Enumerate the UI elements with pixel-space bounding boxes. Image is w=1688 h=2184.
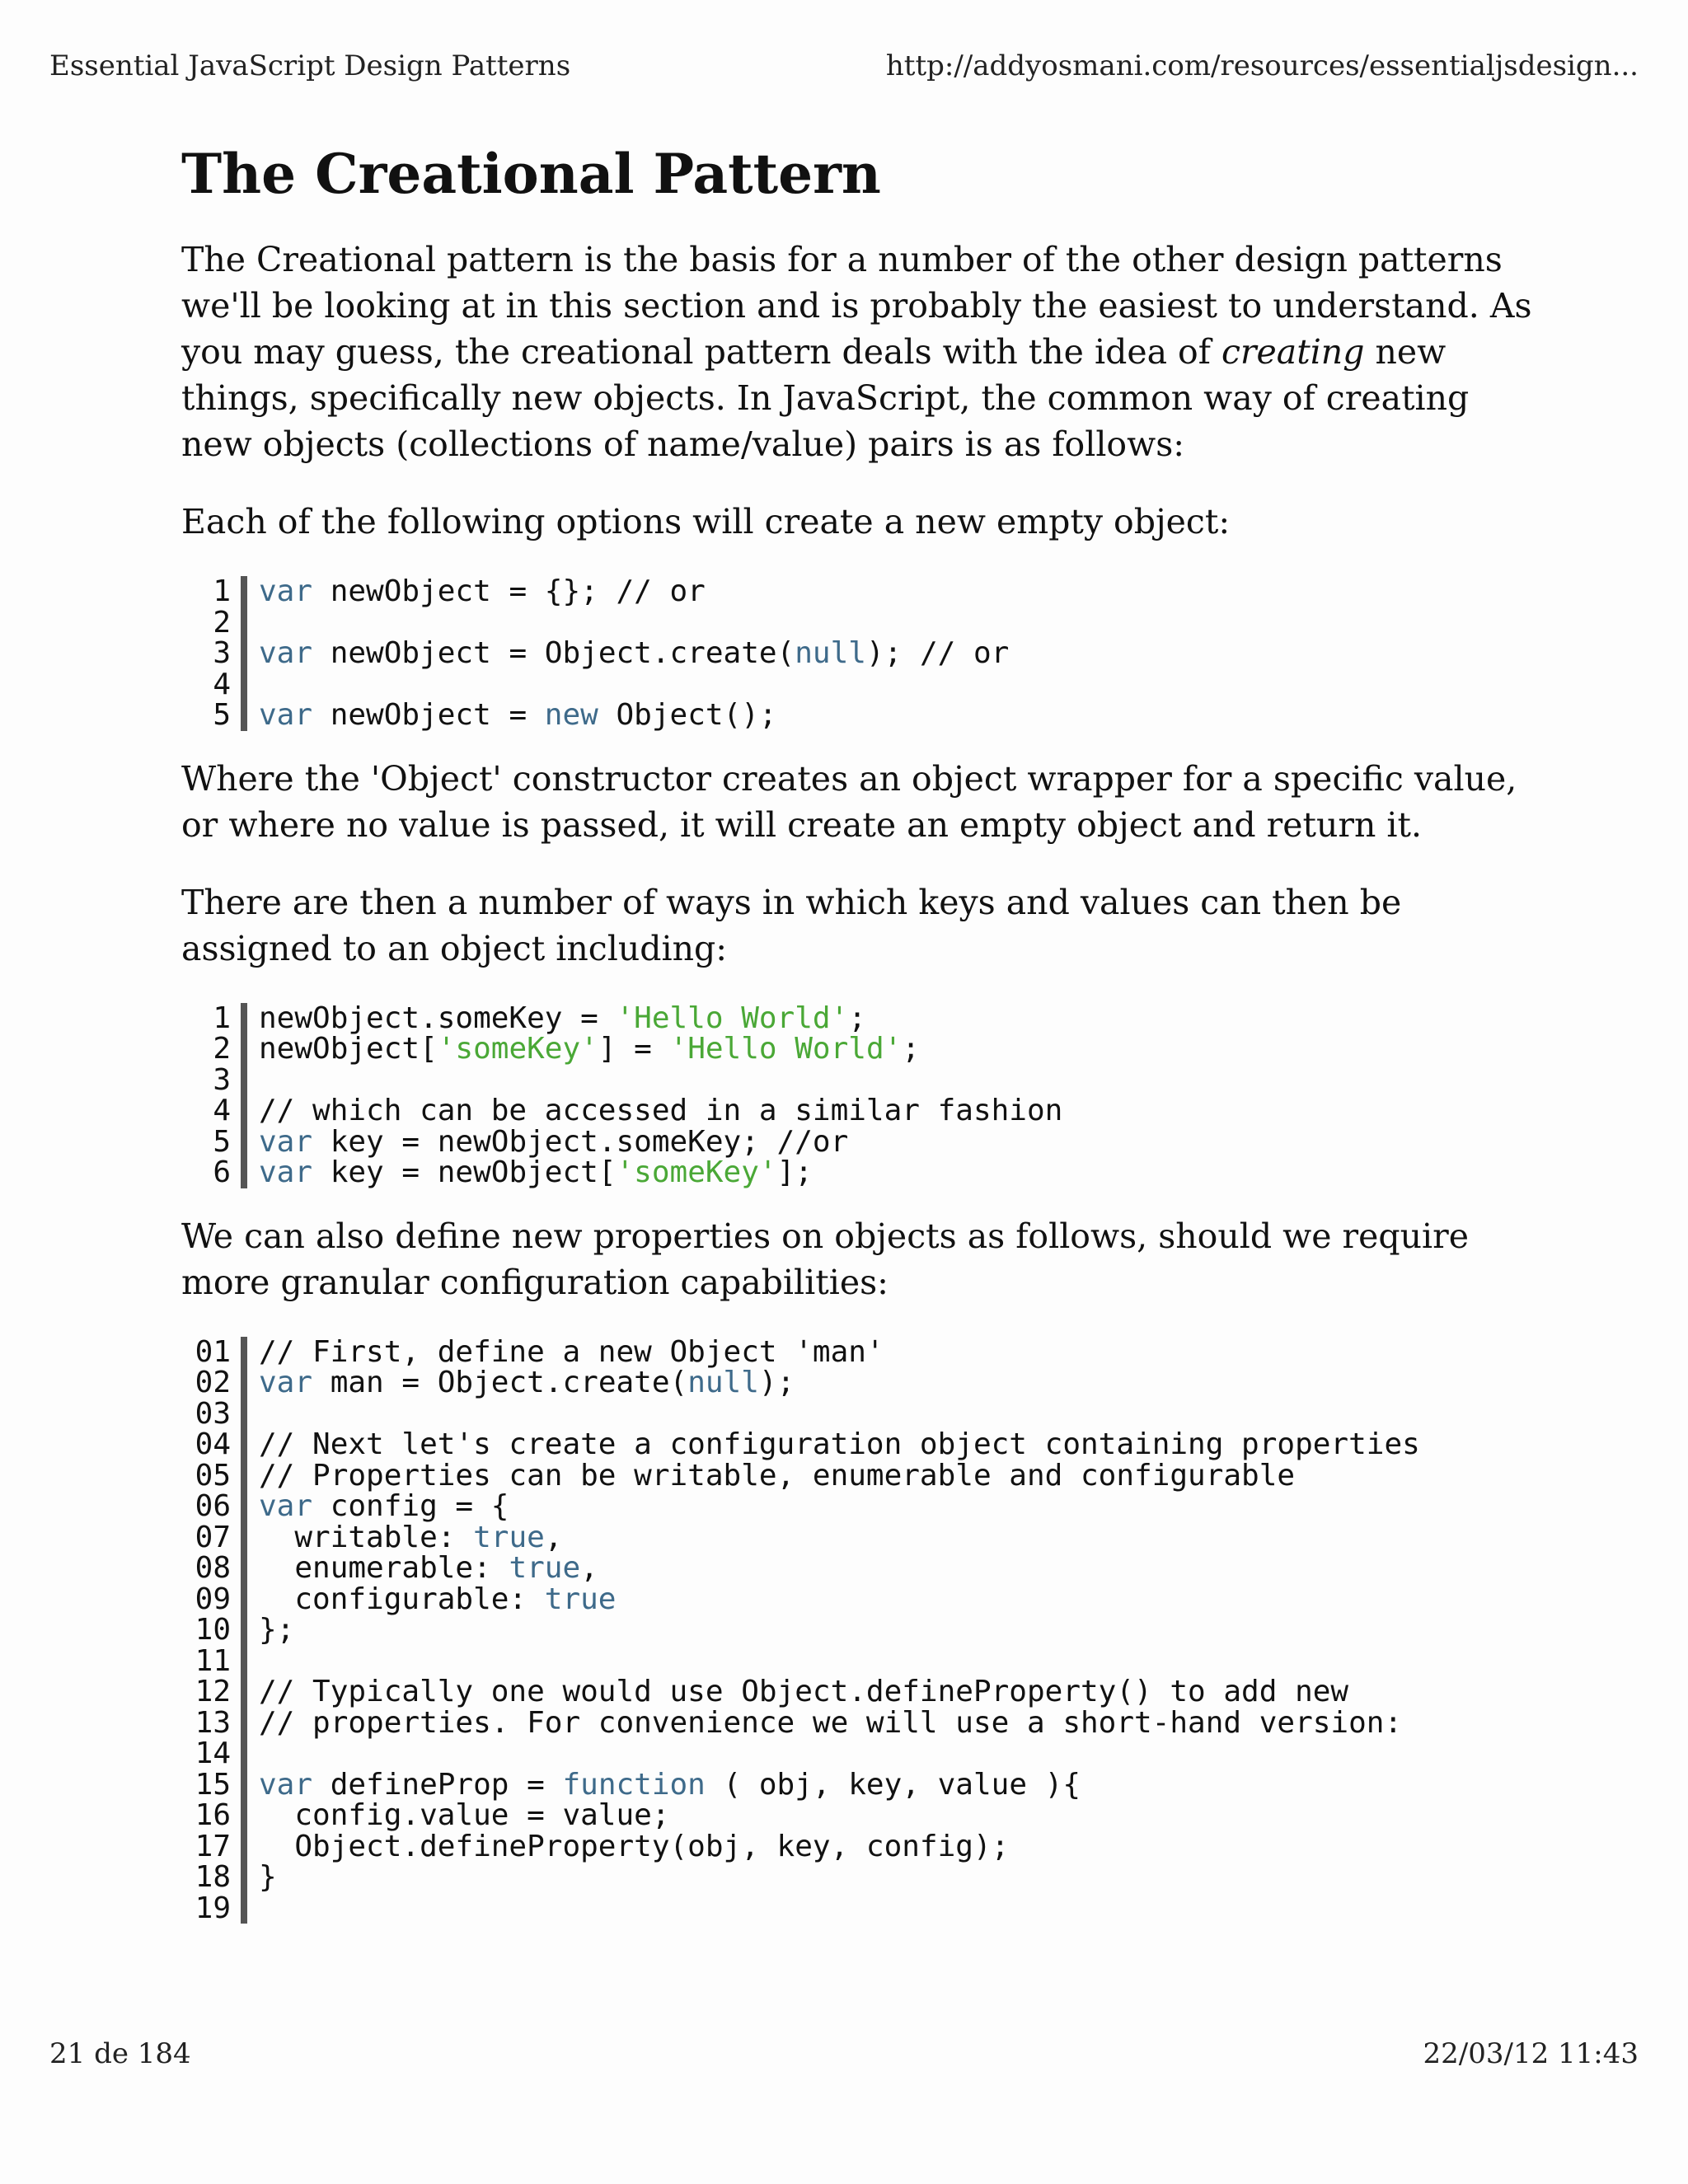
code-line xyxy=(181,1522,1533,1554)
gutter-bar xyxy=(241,1584,247,1615)
code-token: config.value = value; xyxy=(259,1798,670,1833)
code-text xyxy=(247,1065,277,1096)
line-number: 10 xyxy=(195,1613,231,1647)
article-content xyxy=(181,132,1533,1948)
code-line xyxy=(181,1831,1533,1863)
code-text xyxy=(247,1334,884,1369)
code-keyword: var xyxy=(259,1124,313,1159)
gutter-bar xyxy=(241,1460,247,1492)
gutter-bar xyxy=(241,1615,247,1646)
code-text xyxy=(247,1491,509,1522)
gutter-bar xyxy=(241,576,247,607)
code-line xyxy=(181,638,1533,669)
code-token: newObject = {}; // or xyxy=(312,574,706,609)
code-line xyxy=(181,1738,1533,1769)
gutter-bar xyxy=(241,1337,247,1368)
code-token: Object.defineProperty(obj, key, config); xyxy=(259,1829,1010,1863)
code-token: newObject[ xyxy=(259,1032,438,1066)
line-number: 4 xyxy=(213,667,231,701)
code-token: } xyxy=(259,1860,277,1895)
code-line xyxy=(181,1584,1533,1615)
gutter-bar xyxy=(241,1646,247,1677)
code-text xyxy=(247,576,706,607)
gutter-bar xyxy=(241,1033,247,1065)
code-text xyxy=(247,1646,277,1677)
code-text xyxy=(247,1584,616,1615)
line-number: 05 xyxy=(195,1458,231,1493)
gutter-bar xyxy=(241,1553,247,1584)
code-string: 'Hello World' xyxy=(669,1032,903,1066)
code-keyword: var xyxy=(259,636,313,671)
gutter-bar xyxy=(241,607,247,639)
code-keyword: true xyxy=(509,1551,581,1586)
code-text xyxy=(247,1157,813,1188)
print-footer-page: 21 de 184 xyxy=(49,2037,191,2070)
code-keyword: new xyxy=(544,698,598,733)
code-line xyxy=(181,700,1533,731)
code-keyword: var xyxy=(259,1489,313,1524)
gutter-bar xyxy=(241,1429,247,1460)
code-token: newObject = Object.create( xyxy=(312,636,795,671)
line-number: 2 xyxy=(213,1032,231,1066)
code-line xyxy=(181,1460,1533,1492)
code-keyword: true xyxy=(544,1582,617,1616)
code-block-create-object xyxy=(181,576,1533,731)
code-keyword: true xyxy=(473,1520,545,1554)
code-token: ); xyxy=(758,1366,795,1400)
code-text xyxy=(247,1095,1062,1127)
intro-text-b: new things, specifically new objects. In JavaScript, the common way of creating new objects (collections of name/value) pairs is as follows: xyxy=(181,332,1470,465)
line-number: 16 xyxy=(195,1798,231,1833)
code-text xyxy=(247,1522,562,1554)
paragraph-where: Where the 'Object' constructor creates an object wrapper for a specific value, or where no value is passed, it will create an empty object and return it. xyxy=(181,758,1517,845)
code-line xyxy=(181,1124,1533,1159)
code-text xyxy=(247,1553,598,1584)
code-token: enumerable: xyxy=(259,1551,509,1586)
gutter-bar xyxy=(241,1003,247,1034)
code-token: ; xyxy=(848,1001,866,1035)
code-string: 'Hello World' xyxy=(616,1001,849,1035)
gutter-bar xyxy=(241,1862,247,1893)
code-keyword: var xyxy=(259,698,313,733)
code-token: // Next let's create a configuration object containing properties xyxy=(259,1427,1420,1462)
code-token: ; xyxy=(902,1032,920,1066)
code-line xyxy=(181,1800,1533,1831)
code-token: }; xyxy=(259,1613,295,1647)
code-line xyxy=(181,1705,1533,1740)
line-number: 12 xyxy=(195,1675,231,1709)
line-number: 18 xyxy=(195,1860,231,1895)
line-number: 15 xyxy=(195,1767,231,1802)
code-text xyxy=(247,607,277,639)
line-number: 6 xyxy=(213,1155,231,1190)
code-line xyxy=(181,1334,1533,1369)
code-text xyxy=(247,700,777,731)
paragraph-there: There are then a number of ways in which keys and values can then be assigned to an object including: xyxy=(181,882,1402,968)
line-number: 4 xyxy=(213,1094,231,1128)
line-number: 07 xyxy=(195,1520,231,1554)
line-number: 03 xyxy=(195,1396,231,1431)
gutter-bar xyxy=(241,1831,247,1863)
intro-paragraph xyxy=(181,237,1533,467)
line-number: 5 xyxy=(213,1124,231,1159)
code-text xyxy=(247,1367,795,1399)
gutter-bar xyxy=(241,700,247,731)
code-text xyxy=(247,669,277,701)
code-line xyxy=(181,576,1533,607)
code-token: newObject.someKey = xyxy=(259,1001,617,1035)
code-text xyxy=(247,1429,1420,1460)
line-number: 13 xyxy=(195,1705,231,1740)
code-line xyxy=(181,1033,1533,1065)
gutter-bar xyxy=(241,1708,247,1739)
gutter-bar xyxy=(241,1738,247,1769)
line-number: 3 xyxy=(213,636,231,671)
line-number: 14 xyxy=(195,1736,231,1771)
code-text xyxy=(247,1862,277,1893)
intro-text-a: The Creational pattern is the basis for a number of the other design patterns we'll be looking at in this section and is probably the easiest to understand. As you may guess, the creational pattern deals with the idea of xyxy=(181,240,1532,373)
code-line xyxy=(181,1396,1533,1431)
code-line xyxy=(181,1003,1533,1034)
code-token: configurable: xyxy=(259,1582,545,1616)
code-line xyxy=(181,1676,1533,1708)
gutter-bar xyxy=(241,1127,247,1158)
code-text xyxy=(247,638,1009,669)
code-line xyxy=(181,1367,1533,1399)
line-number: 5 xyxy=(213,698,231,733)
code-token: man = Object.create( xyxy=(312,1366,688,1400)
line-number: 17 xyxy=(195,1829,231,1863)
code-token: // First, define a new Object 'man' xyxy=(259,1334,884,1369)
code-token: ]; xyxy=(776,1155,813,1190)
line-number: 19 xyxy=(195,1891,231,1925)
code-token: newObject = xyxy=(312,698,545,733)
line-number: 06 xyxy=(195,1489,231,1524)
code-text xyxy=(247,1003,866,1034)
intro-emphasis: creating xyxy=(1221,332,1365,373)
print-header-url[interactable]: http://addyosmani.com/resources/essentialjsdesign... xyxy=(885,49,1639,82)
paragraph-each: Each of the following options will create a new empty object: xyxy=(181,502,1231,542)
gutter-bar xyxy=(241,669,247,701)
code-text xyxy=(247,1738,277,1769)
gutter-bar xyxy=(241,1769,247,1801)
gutter-bar xyxy=(241,1065,247,1096)
code-text xyxy=(247,1460,1295,1492)
code-text xyxy=(247,1399,277,1430)
line-number: 2 xyxy=(213,605,231,640)
code-text xyxy=(247,1615,294,1646)
gutter-bar xyxy=(241,1800,247,1831)
print-header-title: Essential JavaScript Design Patterns xyxy=(49,49,571,82)
gutter-bar xyxy=(241,638,247,669)
gutter-bar xyxy=(241,1676,247,1708)
code-string: 'someKey' xyxy=(437,1032,598,1066)
code-line xyxy=(181,1157,1533,1188)
code-text xyxy=(247,1124,849,1159)
gutter-bar xyxy=(241,1399,247,1430)
line-number: 02 xyxy=(195,1366,231,1400)
code-line xyxy=(181,669,1533,701)
code-token: , xyxy=(544,1520,563,1554)
code-token: // Typically one would use Object.defineProperty() to add new xyxy=(259,1675,1349,1709)
code-token: ); // or xyxy=(865,636,1010,671)
code-line xyxy=(181,1062,1533,1097)
line-number: 08 xyxy=(195,1551,231,1586)
code-token: Object(); xyxy=(598,698,777,733)
code-token: // properties. For convenience we will use a short-hand version: xyxy=(259,1705,1403,1740)
code-keyword: var xyxy=(259,1767,313,1802)
line-number: 01 xyxy=(195,1334,231,1369)
code-block-assign-keys xyxy=(181,1003,1533,1188)
code-line xyxy=(181,607,1533,639)
code-text xyxy=(247,1800,670,1831)
code-token: key = newObject.someKey; //or xyxy=(312,1124,849,1159)
code-token: , xyxy=(580,1551,598,1586)
code-token: ] = xyxy=(598,1032,670,1066)
gutter-bar xyxy=(241,1893,247,1924)
line-number: 1 xyxy=(213,1001,231,1035)
code-keyword: function xyxy=(562,1767,706,1802)
gutter-bar xyxy=(241,1491,247,1522)
code-line xyxy=(181,1643,1533,1678)
code-line xyxy=(181,1491,1533,1522)
paragraph-define: We can also define new properties on objects as follows, should we require more granular configuration capabilities: xyxy=(181,1216,1470,1302)
gutter-bar xyxy=(241,1157,247,1188)
line-number: 11 xyxy=(195,1643,231,1678)
code-line xyxy=(181,1553,1533,1584)
line-number: 3 xyxy=(213,1062,231,1097)
section-heading: The Creational Pattern xyxy=(181,142,881,206)
code-line xyxy=(181,1429,1533,1460)
line-number: 04 xyxy=(195,1427,231,1462)
print-footer-datetime: 22/03/12 11:43 xyxy=(1423,2037,1639,2070)
gutter-bar xyxy=(241,1522,247,1554)
code-token: ( obj, key, value ){ xyxy=(705,1767,1081,1802)
code-token: // which can be accessed in a similar fashion xyxy=(259,1094,1063,1128)
line-number: 1 xyxy=(213,574,231,609)
code-keyword: null xyxy=(795,636,866,671)
code-token: defineProp = xyxy=(312,1767,563,1802)
line-number: 09 xyxy=(195,1582,231,1616)
code-line xyxy=(181,1893,1533,1924)
code-keyword: var xyxy=(259,1366,313,1400)
code-line xyxy=(181,1769,1533,1801)
code-block-define-property xyxy=(181,1334,1533,1925)
code-line xyxy=(181,1862,1533,1893)
code-token: // Properties can be writable, enumerable and configurable xyxy=(259,1458,1296,1493)
code-text xyxy=(247,1676,1348,1708)
code-text xyxy=(247,1033,920,1065)
code-token: writable: xyxy=(259,1520,474,1554)
gutter-bar xyxy=(241,1095,247,1127)
code-text xyxy=(247,1831,1009,1863)
gutter-bar xyxy=(241,1367,247,1399)
code-keyword: null xyxy=(687,1366,759,1400)
code-line xyxy=(181,1095,1533,1127)
code-line xyxy=(181,1615,1533,1646)
code-keyword: var xyxy=(259,1155,313,1190)
code-keyword: var xyxy=(259,574,313,609)
code-token: config = { xyxy=(312,1489,509,1524)
code-text xyxy=(247,1893,277,1924)
code-text xyxy=(247,1705,1403,1740)
code-text xyxy=(247,1769,1081,1801)
code-string: 'someKey' xyxy=(616,1155,777,1190)
code-token: key = newObject[ xyxy=(312,1155,617,1190)
